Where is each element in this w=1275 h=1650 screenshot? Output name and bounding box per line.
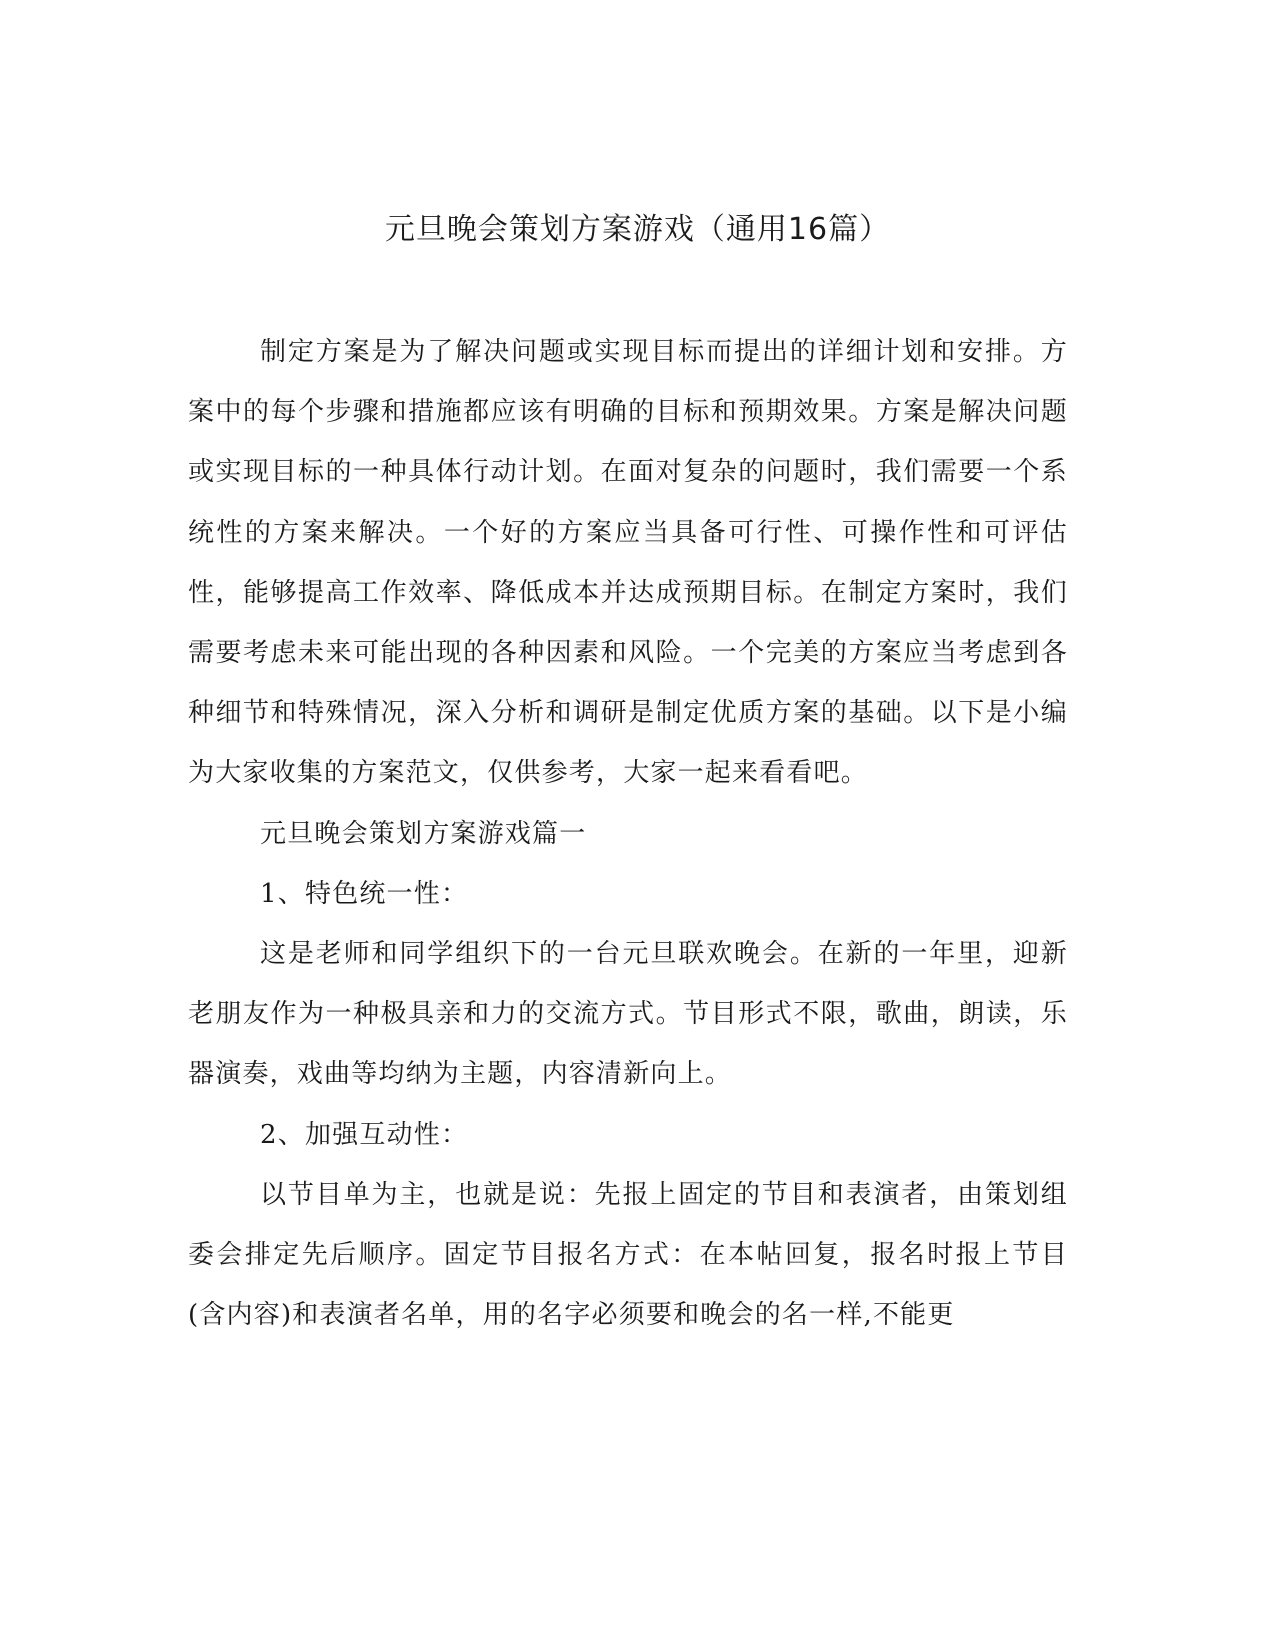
numbered-heading: 2、加强互动性： <box>260 1119 469 1150</box>
document-title: 元旦晚会策划方案游戏（通用16篇） <box>384 212 891 247</box>
body-paragraph: 这是老师和同学组织下的一台元旦联欢晚会。在新的一年里，迎新老朋友作为一种极具亲和力的交流方式。节目形式不限，歌曲，朗读，乐器演奏，戏曲等均纳为主题，内容清新向上。 <box>188 939 1068 1090</box>
intro-paragraph: 制定方案是为了解决问题或实现目标而提出的详细计划和安排。方案中的每个步骤和措施都应该有明确的目标和预期效果。方案是解决问题或实现目标的一种具体行动计划。在面对复杂的问题时，我们需要一个系统性的方案来解决。一个好的方案应当具备可行性、可操作性和可评估性，能够提高工作效率、降低成本并达成预期目标。在制定方案时，我们需要考虑未来可能出现的各种因素和风险。一个完美的方案应当考虑到各种细节和特殊情况，深入分析和调研是制定优质方案的基础。以下是小编为大家收集的方案范文，仅供参考，大家一起来看看吧。 <box>188 337 1068 789</box>
document-body <box>188 322 1068 1345</box>
body-paragraph: 以节目单为主，也就是说：先报上固定的节目和表演者，由策划组委会排定先后顺序。固定节目报名方式：在本帖回复，报名时报上节目(含内容)和表演者名单，用的名字必须要和晚会的名一样,不能更 <box>188 1179 1068 1331</box>
numbered-heading: 1、特色统一性： <box>260 878 469 909</box>
section-heading: 元旦晚会策划方案游戏篇一 <box>260 818 587 849</box>
